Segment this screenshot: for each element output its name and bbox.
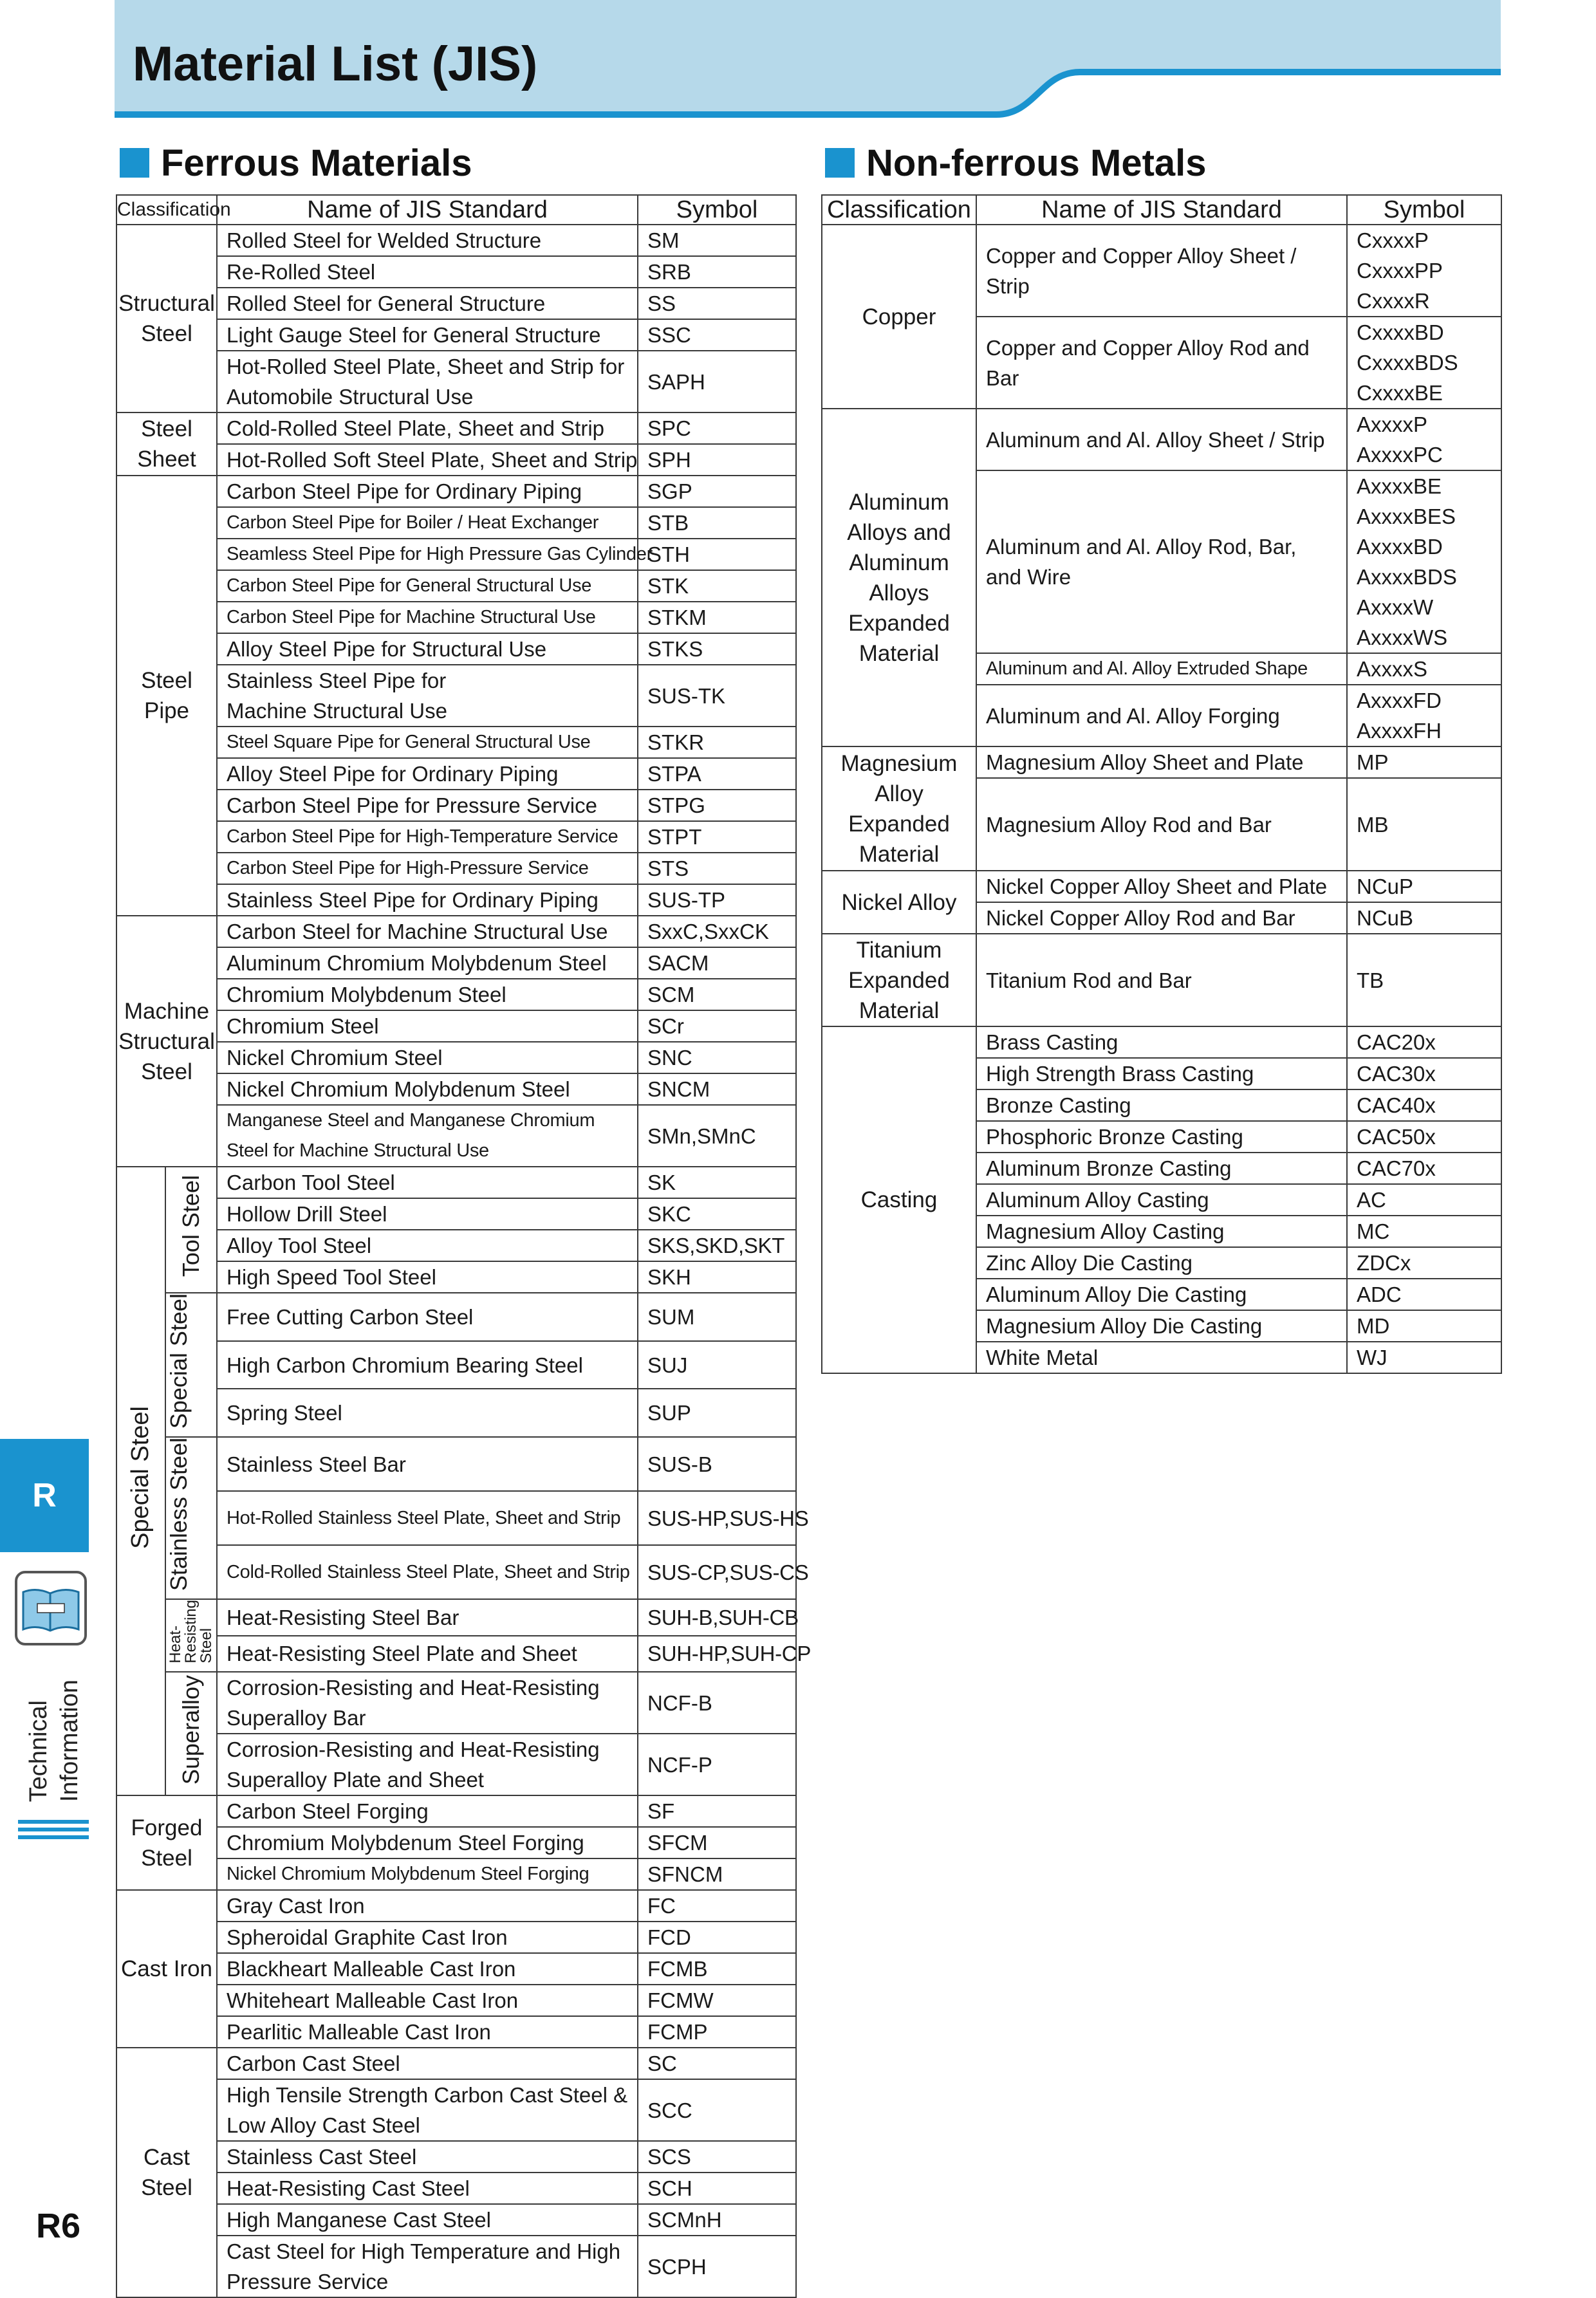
material-name: Zinc Alloy Die Casting [976, 1247, 1347, 1279]
material-name: Carbon Steel Pipe for High-Temperature Service [217, 821, 638, 853]
section-square-icon [120, 148, 149, 178]
ferrous-section-title: Ferrous Materials [161, 142, 472, 184]
material-name: Carbon Steel Pipe for General Structural Use [217, 570, 638, 602]
material-name [976, 317, 1347, 409]
col-header-symbol: Symbol [1347, 195, 1501, 225]
material-name: Carbon Steel Pipe for Boiler / Heat Exchanger [217, 507, 638, 539]
material-symbol: FCMW [638, 1985, 796, 2016]
material-name-text: High Tensile Strength Carbon Cast Steel & Low Alloy Cast Steel [227, 2083, 628, 2137]
material-name: Carbon Cast Steel [217, 2048, 638, 2079]
material-symbol: SRB [638, 256, 796, 288]
material-symbol: SKH [638, 1261, 796, 1293]
material-name-text: Corrosion-Resisting and Heat-Resisting Superalloy Plate and Sheet [227, 1737, 600, 1792]
group-aluminum [822, 409, 976, 746]
material-symbol: STKM [638, 602, 796, 633]
material-symbol: SUS-TP [638, 884, 796, 916]
material-symbol: NCuP [1347, 871, 1501, 902]
ferrous-table [116, 194, 812, 2298]
material-symbol: SK [638, 1167, 796, 1198]
material-name-text: Stainless Steel Pipe for Machine Structural Use [227, 669, 447, 723]
material-symbol: STKS [638, 633, 796, 665]
material-symbol: SxxC,SxxCK [638, 916, 796, 947]
group-titanium [822, 934, 976, 1026]
material-symbol: STK [638, 570, 796, 602]
material-name-text: Manganese Steel and Manganese Chromium Steel for Machine Structural Use [227, 1110, 595, 1161]
material-name [217, 351, 638, 412]
material-name: Aluminum Alloy Casting [976, 1184, 1347, 1216]
material-name: Seamless Steel Pipe for High Pressure Gas Cylinder [217, 539, 638, 570]
material-symbol: CAC50x [1347, 1121, 1501, 1153]
material-name [976, 225, 1347, 317]
material-name-text: Copper and Copper Alloy Rod and Bar [986, 335, 1310, 390]
book-icon [14, 1570, 88, 1646]
material-symbol: NCuB [1347, 902, 1501, 934]
group-magnesium-label: Magnesium Alloy Expanded Material [840, 750, 958, 867]
material-symbol: SUS-TK [638, 665, 796, 727]
group-steel-pipe: Steel Pipe [116, 476, 217, 916]
material-name: Rolled Steel for General Structure [217, 288, 638, 319]
material-symbol: SPC [638, 412, 796, 444]
material-name: Magnesium Alloy Rod and Bar [976, 778, 1347, 871]
material-symbol: SCH [638, 2173, 796, 2204]
material-name-text: Cast Steel for High Temperature and High Pressure Service [227, 2239, 621, 2293]
group-special-steel [116, 1167, 165, 1795]
material-symbol: FCD [638, 1922, 796, 1953]
material-name: Whiteheart Malleable Cast Iron [217, 1985, 638, 2016]
material-symbol: MC [1347, 1216, 1501, 1247]
group-forged-steel: Forged Steel [116, 1795, 217, 1890]
subgroup-special-steel [165, 1293, 217, 1437]
material-name: Magnesium Alloy Die Casting [976, 1310, 1347, 1342]
subgroup-tool-steel-label: Tool Steel [178, 1174, 205, 1277]
material-name: Heat-Resisting Steel Plate and Sheet [217, 1636, 638, 1672]
material-name: Nickel Chromium Steel [217, 1042, 638, 1073]
material-name: Aluminum and Al. Alloy Forging [976, 685, 1347, 746]
material-name: Brass Casting [976, 1026, 1347, 1058]
subgroup-superalloy-label: Superalloy [178, 1674, 205, 1785]
group-nickel-alloy: Nickel Alloy [822, 871, 976, 934]
material-symbol: SUJ [638, 1341, 796, 1389]
material-symbol: SNC [638, 1042, 796, 1073]
nonferrous-section-title: Non-ferrous Metals [866, 142, 1207, 184]
material-symbol: SKC [638, 1198, 796, 1230]
material-symbol: SCMnH [638, 2204, 796, 2236]
material-symbol: SFNCM [638, 1858, 796, 1890]
group-aluminum-label: Aluminum Alloys and Aluminum Alloys Expanded Material [847, 489, 951, 666]
col-header-classification: Classification [116, 195, 217, 225]
material-name: Magnesium Alloy Sheet and Plate [976, 746, 1347, 778]
material-symbol: ADC [1347, 1279, 1501, 1310]
subgroup-special-steel-label: Special Steel [165, 1293, 192, 1429]
material-symbol: SUS-CP,SUS-CS [638, 1545, 796, 1599]
material-symbol: ZDCx [1347, 1247, 1501, 1279]
section-tab-r[interactable]: R [0, 1439, 89, 1552]
material-name: Re-Rolled Steel [217, 256, 638, 288]
material-symbol: CAC40x [1347, 1089, 1501, 1121]
material-symbol: MD [1347, 1310, 1501, 1342]
material-name: Free Cutting Carbon Steel [217, 1293, 638, 1341]
subgroup-heat-resisting-label-1: Heat- [167, 1626, 184, 1663]
page-number: R6 [36, 2207, 81, 2245]
material-symbol: NCF-P [638, 1734, 796, 1795]
material-name: Aluminum and Al. Alloy Extruded Shape [976, 653, 1347, 685]
material-name: Nickel Copper Alloy Rod and Bar [976, 902, 1347, 934]
material-name: Stainless Steel Bar [217, 1437, 638, 1491]
material-symbol: STPT [638, 821, 796, 853]
col-header-symbol: Symbol [638, 195, 796, 225]
subgroup-heat-resisting-label-2: Resisting [182, 1600, 200, 1663]
material-name-text: Corrosion-Resisting and Heat-Resisting Superalloy Bar [227, 1676, 600, 1730]
group-casting: Casting [822, 1026, 976, 1373]
material-name: Aluminum Alloy Die Casting [976, 1279, 1347, 1310]
material-name: Carbon Steel Pipe for Machine Structural Use [217, 602, 638, 633]
material-name: Blackheart Malleable Cast Iron [217, 1953, 638, 1985]
tech-label-line2: Information [56, 1680, 83, 1802]
material-symbol: SCC [638, 2079, 796, 2141]
material-name: Carbon Steel Pipe for High-Pressure Service [217, 853, 638, 884]
nonferrous-table [821, 194, 1502, 1374]
material-symbol: SAPH [638, 351, 796, 412]
material-name: Stainless Cast Steel [217, 2141, 638, 2173]
material-name: Pearlitic Malleable Cast Iron [217, 2016, 638, 2048]
group-cast-steel: Cast Steel [116, 2048, 217, 2297]
group-cast-iron: Cast Iron [116, 1890, 217, 2048]
material-name-text: Copper and Copper Alloy Sheet / Strip [986, 243, 1297, 298]
material-name: Cold-Rolled Steel Plate, Sheet and Strip [217, 412, 638, 444]
material-name [217, 1734, 638, 1795]
material-name: Carbon Steel for Machine Structural Use [217, 916, 638, 947]
material-symbol: AxxxxBE AxxxxBES AxxxxBD AxxxxBDS AxxxxW AxxxxWS [1347, 470, 1501, 653]
material-name: Titanium Rod and Bar [976, 934, 1347, 1026]
subgroup-tool-steel [165, 1167, 217, 1293]
material-name: Chromium Molybdenum Steel [217, 979, 638, 1010]
material-name: Chromium Molybdenum Steel Forging [217, 1827, 638, 1858]
material-symbol: SUH-HP,SUH-CP [638, 1636, 796, 1672]
nonferrous-section-heading [825, 140, 1207, 185]
group-titanium-label: Titanium Expanded Material [848, 937, 950, 1023]
material-symbol: AC [1347, 1184, 1501, 1216]
technical-information-label [23, 1680, 94, 1815]
material-name: Stainless Steel Pipe for Ordinary Piping [217, 884, 638, 916]
material-name: Hot-Rolled Stainless Steel Plate, Sheet and Strip [217, 1491, 638, 1545]
material-symbol: MB [1347, 778, 1501, 871]
material-name: High Strength Brass Casting [976, 1058, 1347, 1089]
material-name [217, 2236, 638, 2297]
col-header-classification: Classification [822, 195, 976, 225]
material-name: Phosphoric Bronze Casting [976, 1121, 1347, 1153]
material-symbol: NCF-B [638, 1672, 796, 1734]
material-name: High Speed Tool Steel [217, 1261, 638, 1293]
material-symbol: CAC30x [1347, 1058, 1501, 1089]
material-name: High Carbon Chromium Bearing Steel [217, 1341, 638, 1389]
material-symbol: SACM [638, 947, 796, 979]
group-special-steel-label: Special Steel [127, 1405, 154, 1549]
material-symbol: SUS-HP,SUS-HS [638, 1491, 796, 1545]
material-symbol: SMn,SMnC [638, 1105, 796, 1167]
subgroup-stainless-steel-label: Stainless Steel [165, 1438, 192, 1591]
material-name: Aluminum Bronze Casting [976, 1153, 1347, 1184]
section-square-icon [825, 148, 855, 178]
material-name: Heat-Resisting Steel Bar [217, 1599, 638, 1635]
material-name: Spring Steel [217, 1389, 638, 1437]
group-steel-sheet: Steel Sheet [116, 412, 217, 476]
subgroup-stainless-steel [165, 1437, 217, 1599]
material-name: Hollow Drill Steel [217, 1198, 638, 1230]
material-symbol: SM [638, 225, 796, 256]
subgroup-heat-resisting-label-3: Steel [198, 1628, 215, 1663]
material-symbol: SFCM [638, 1827, 796, 1858]
material-name: Heat-Resisting Cast Steel [217, 2173, 638, 2204]
material-name [217, 2079, 638, 2141]
material-symbol: STPA [638, 758, 796, 790]
material-symbol: SSC [638, 319, 796, 351]
material-name: Cold-Rolled Stainless Steel Plate, Sheet and Strip [217, 1545, 638, 1599]
group-machine-structural-steel: Machine Structural Steel [116, 916, 217, 1167]
material-symbol: STH [638, 539, 796, 570]
material-name: Alloy Steel Pipe for Structural Use [217, 633, 638, 665]
material-symbol: STS [638, 853, 796, 884]
col-header-name: Name of JIS Standard [217, 195, 638, 225]
group-copper: Copper [822, 225, 976, 409]
material-name: Bronze Casting [976, 1089, 1347, 1121]
page-title: Material List (JIS) [133, 37, 538, 91]
group-structural-steel: Structural Steel [116, 225, 217, 412]
material-name-text: Hot-Rolled Steel Plate, Sheet and Strip for Automobile Structural Use [227, 355, 625, 409]
group-magnesium [822, 746, 976, 871]
material-symbol: STKR [638, 727, 796, 758]
material-name: Carbon Tool Steel [217, 1167, 638, 1198]
material-name: Spheroidal Graphite Cast Iron [217, 1922, 638, 1953]
material-name: Light Gauge Steel for General Structure [217, 319, 638, 351]
material-name: Nickel Copper Alloy Sheet and Plate [976, 871, 1347, 902]
material-name: Rolled Steel for Welded Structure [217, 225, 638, 256]
material-symbol: SKS,SKD,SKT [638, 1230, 796, 1261]
material-symbol: CAC20x [1347, 1026, 1501, 1058]
material-name: Chromium Steel [217, 1010, 638, 1042]
material-symbol: FC [638, 1890, 796, 1922]
material-name: Steel Square Pipe for General Structural Use [217, 727, 638, 758]
material-name [217, 1672, 638, 1734]
material-symbol: SS [638, 288, 796, 319]
material-symbol: SPH [638, 444, 796, 476]
material-symbol: SCr [638, 1010, 796, 1042]
material-symbol: SF [638, 1795, 796, 1827]
material-symbol: TB [1347, 934, 1501, 1026]
material-symbol: SCPH [638, 2236, 796, 2297]
material-name: Nickel Chromium Molybdenum Steel [217, 1073, 638, 1105]
material-symbol: CAC70x [1347, 1153, 1501, 1184]
material-symbol: MP [1347, 746, 1501, 778]
material-name-text: Aluminum and Al. Alloy Rod, Bar, and Wire [986, 535, 1297, 589]
material-symbol: FCMP [638, 2016, 796, 2048]
material-symbol: SCS [638, 2141, 796, 2173]
material-name [217, 1105, 638, 1167]
material-symbol: CxxxxP CxxxxPP CxxxxR [1347, 225, 1501, 317]
material-symbol: SCM [638, 979, 796, 1010]
material-symbol: FCMB [638, 1953, 796, 1985]
material-symbol: SUM [638, 1293, 796, 1341]
subgroup-superalloy [165, 1672, 217, 1795]
material-symbol: SGP [638, 476, 796, 507]
material-symbol: SUS-B [638, 1437, 796, 1491]
material-name: Alloy Tool Steel [217, 1230, 638, 1261]
material-symbol: STPG [638, 790, 796, 821]
material-name: Gray Cast Iron [217, 1890, 638, 1922]
ferrous-section-heading [120, 140, 472, 185]
material-symbol: SUH-B,SUH-CB [638, 1599, 796, 1635]
material-name: Hot-Rolled Soft Steel Plate, Sheet and Strip [217, 444, 638, 476]
material-symbol: STB [638, 507, 796, 539]
col-header-name: Name of JIS Standard [976, 195, 1347, 225]
material-name: Magnesium Alloy Casting [976, 1216, 1347, 1247]
material-symbol: SC [638, 2048, 796, 2079]
material-symbol: AxxxxS [1347, 653, 1501, 685]
stripes-decoration [18, 1819, 89, 1844]
subgroup-heat-resisting-steel [165, 1599, 217, 1672]
material-name [217, 665, 638, 727]
material-name: White Metal [976, 1342, 1347, 1373]
material-name: Carbon Steel Pipe for Pressure Service [217, 790, 638, 821]
material-name: Carbon Steel Pipe for Ordinary Piping [217, 476, 638, 507]
material-symbol: SUP [638, 1389, 796, 1437]
material-name: High Manganese Cast Steel [217, 2204, 638, 2236]
material-symbol: AxxxxP AxxxxPC [1347, 409, 1501, 470]
material-name: Aluminum and Al. Alloy Sheet / Strip [976, 409, 1347, 470]
material-symbol: CxxxxBD CxxxxBDS CxxxxBE [1347, 317, 1501, 409]
material-symbol: AxxxxFD AxxxxFH [1347, 685, 1501, 746]
material-symbol: SNCM [638, 1073, 796, 1105]
material-name: Alloy Steel Pipe for Ordinary Piping [217, 758, 638, 790]
material-name: Carbon Steel Forging [217, 1795, 638, 1827]
material-name: Nickel Chromium Molybdenum Steel Forging [217, 1858, 638, 1890]
tech-label-line1: Technical [25, 1700, 52, 1802]
material-name [976, 470, 1347, 653]
material-name: Aluminum Chromium Molybdenum Steel [217, 947, 638, 979]
material-symbol: WJ [1347, 1342, 1501, 1373]
